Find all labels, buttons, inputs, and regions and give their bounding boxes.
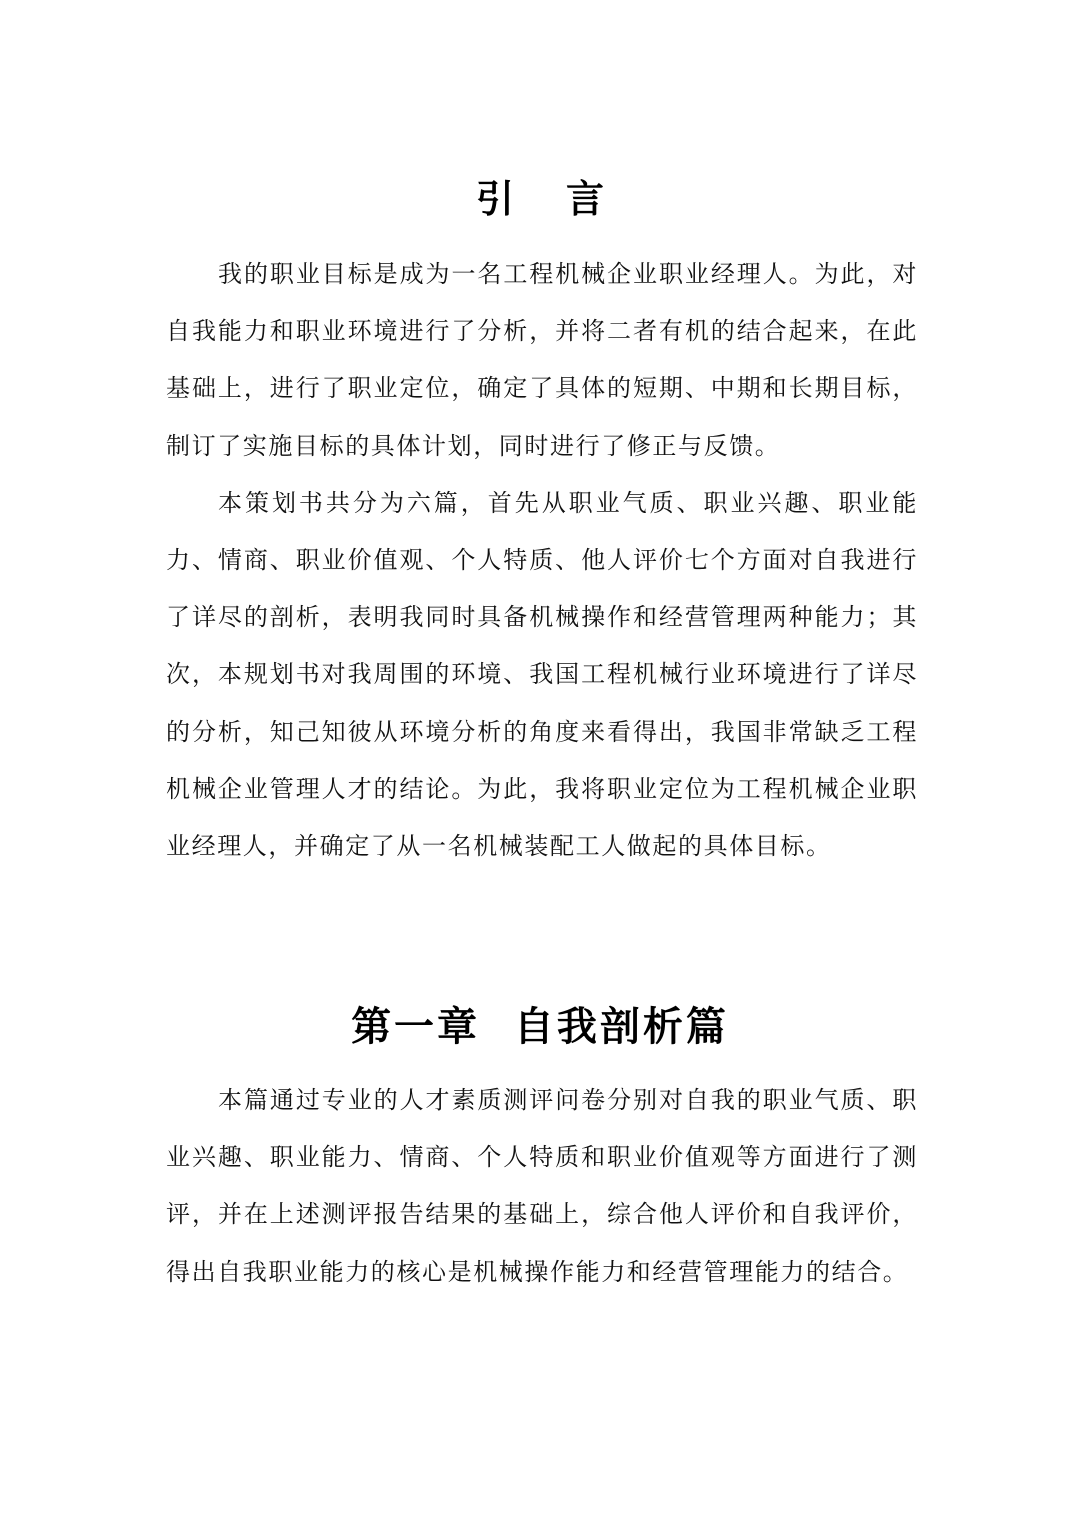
chapter-1-paragraph-1: 本篇通过专业的人才素质测评问卷分别对自我的职业气质、职业兴趣、职业能力、情商、个人特质和职业价值观等方面进行了测评，并在上述测评报告结果的基础上，综合他人评价和自我评价，得出自我职业能力的核心是机械操作能力和经营管理能力的结合。 (166, 1086, 918, 1286)
chapter-1-heading: 第一章 自我剖析篇 (351, 1002, 729, 1050)
intro-body (166, 246, 918, 875)
intro-heading: 引言 (475, 176, 656, 222)
chapter-1-body (166, 1072, 918, 1301)
intro-paragraph-2: 本策划书共分为六篇，首先从职业气质、职业兴趣、职业能力、情商、职业价值观、个人特质、他人评价七个方面对自我进行了详尽的剖析，表明我同时具备机械操作和经营管理两种能力；其次，本规划书对我周围的环境、我国工程机械行业环境进行了详尽的分析，知己知彼从环境分析的角度来看得出，我国非常缺乏工程机械企业管理人才的结论。为此，我将职业定位为工程机械企业职业经理人，并确定了从一名机械装配工人做起的具体目标。 (166, 488, 918, 861)
intro-paragraph-1: 我的职业目标是成为一名工程机械企业职业经理人。为此，对自我能力和职业环境进行了分析，并将二者有机的结合起来，在此基础上，进行了职业定位，确定了具体的短期、中期和长期目标，制订了实施目标的具体计划，同时进行了修正与反馈。 (166, 260, 918, 460)
